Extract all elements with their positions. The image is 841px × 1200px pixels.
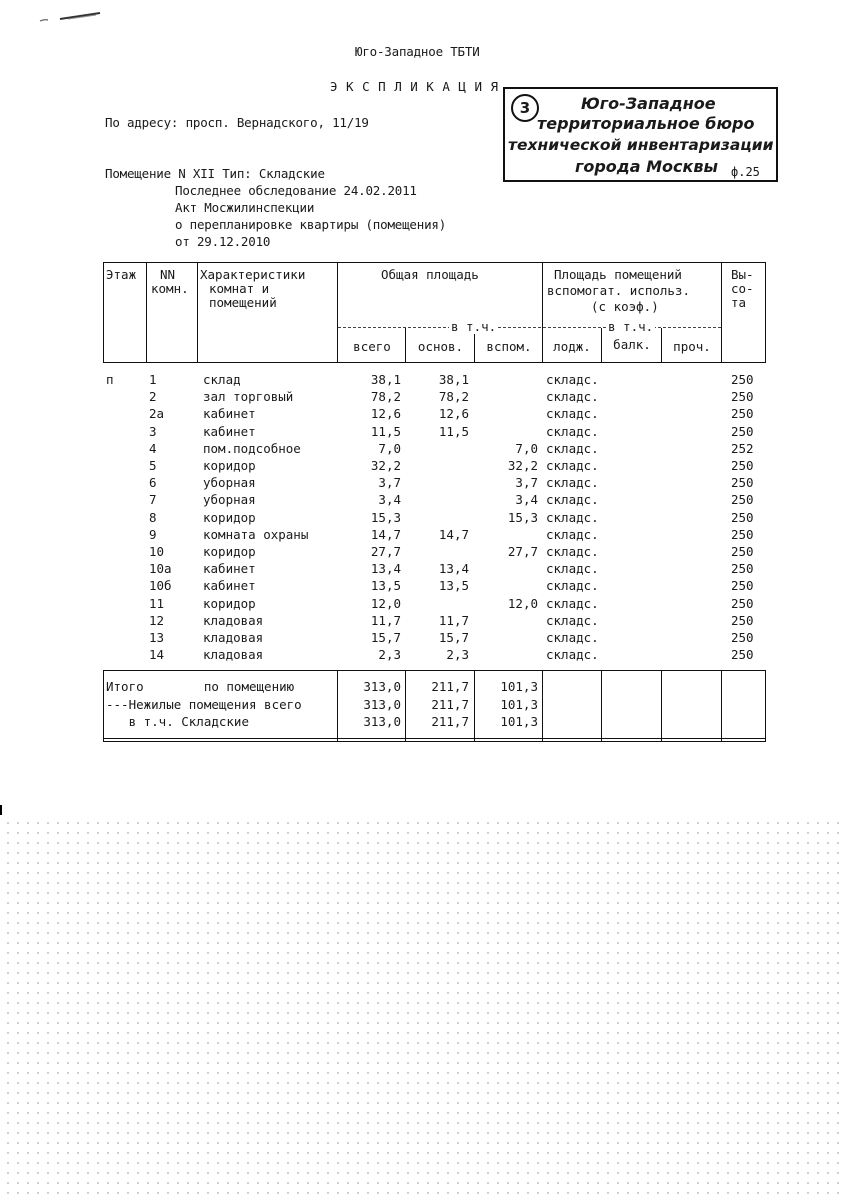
cell-total: 12,0 <box>370 595 401 611</box>
cell-aux: 3,7 <box>515 475 538 491</box>
header-characteristics-3: помещений <box>209 295 277 310</box>
cell-note: складс. <box>546 475 599 491</box>
cell-total: 27,7 <box>370 544 401 559</box>
act-line: Акт Мосжилинспекции <box>175 200 315 215</box>
cell-total: 32,2 <box>370 458 401 473</box>
cell-total: 14,7 <box>370 526 401 542</box>
cell-note: складс. <box>546 647 599 663</box>
org-name: Юго-Западное ТБТИ <box>355 44 480 59</box>
cell-total: 78,2 <box>370 389 401 405</box>
cell-note: складс. <box>546 630 599 645</box>
header-height: Вы- <box>731 267 754 282</box>
header-characteristics-2: комнат и <box>209 281 270 296</box>
header-loggia: лодж. <box>553 339 591 354</box>
cell-name: коридор <box>203 595 256 611</box>
cell-note: складс. <box>546 578 599 594</box>
cell-note: складс. <box>546 389 599 405</box>
cell-aux: 15,3 <box>507 509 538 525</box>
cell-name: уборная <box>203 475 256 491</box>
stamp-line-2: территориальное бюро <box>537 114 755 133</box>
header-total: всего <box>353 339 391 354</box>
cell-main: 15,7 <box>438 630 469 645</box>
header-other: проч. <box>673 339 711 354</box>
cell-name: кабинет <box>203 423 256 439</box>
cell-n: 9 <box>149 526 157 542</box>
cell-h: 250 <box>731 526 754 542</box>
header-height-3: та <box>731 295 747 310</box>
cell-aux: 32,2 <box>507 458 538 473</box>
cell-total: 13,5 <box>370 578 401 594</box>
cell-note: складс. <box>546 544 599 559</box>
cell-name: коридор <box>203 509 256 525</box>
cell-note: складс. <box>546 561 599 577</box>
cell-total: 3,7 <box>378 475 401 491</box>
bti-stamp <box>503 87 778 182</box>
act-date-line: от 29.12.2010 <box>175 234 271 249</box>
cell-h: 250 <box>731 475 754 491</box>
header-characteristics: Характеристики <box>200 267 306 282</box>
cell-name: зал торговый <box>203 389 294 405</box>
cell-aux: 3,4 <box>515 492 538 508</box>
header-incl: в т.ч. <box>451 319 497 334</box>
header-total-area: Общая площадь <box>381 267 479 282</box>
header-balcony: балк. <box>613 337 651 352</box>
cell-n: 6 <box>149 475 157 491</box>
cell-main: 11,5 <box>438 423 469 439</box>
cell-name: уборная <box>203 492 256 508</box>
cell-name: коридор <box>203 544 256 559</box>
cell-n: 5 <box>149 458 157 473</box>
cell-name: коридор <box>203 458 256 473</box>
cell-h: 250 <box>731 612 754 628</box>
empty-dotted-area <box>0 815 841 1200</box>
totals-main: 211,7 <box>431 714 469 729</box>
header-room-no: NN <box>160 267 176 282</box>
cell-total: 11,7 <box>370 612 401 628</box>
cell-note: складс. <box>546 595 599 611</box>
cell-note: складс. <box>546 423 599 439</box>
totals-total: 313,0 <box>363 679 401 694</box>
stamp-number: 3 <box>511 94 539 122</box>
cell-h: 250 <box>731 561 754 577</box>
header-aux-area-3: (с коэф.) <box>591 299 659 314</box>
cell-total: 2,3 <box>378 647 401 663</box>
cell-name: пом.подсобное <box>203 440 301 456</box>
cell-total: 15,3 <box>370 509 401 525</box>
totals-label: Итого по помещению <box>106 679 295 694</box>
header-aux-incl: в т.ч. <box>608 319 654 334</box>
stamp-line-1: Юго-Западное <box>581 94 716 113</box>
cell-main: 11,7 <box>438 612 469 628</box>
totals-total: 313,0 <box>363 714 401 729</box>
cell-n: 10а <box>149 561 172 577</box>
cell-h: 250 <box>731 578 754 594</box>
cell-h: 250 <box>731 509 754 525</box>
replanning-line: о перепланировке квартиры (помещения) <box>175 217 447 232</box>
cell-main: 38,1 <box>438 372 469 387</box>
cell-n: 2а <box>149 406 165 422</box>
cell-name: кладовая <box>203 612 264 628</box>
cell-total: 3,4 <box>378 492 401 508</box>
totals-label: в т.ч. Складские <box>106 714 249 729</box>
cell-name: кладовая <box>203 630 264 645</box>
cell-main: 12,6 <box>438 406 469 422</box>
cell-n: 4 <box>149 440 157 456</box>
cell-n: 8 <box>149 509 157 525</box>
header-floor: Этаж <box>106 267 137 282</box>
cell-n: 3 <box>149 423 157 439</box>
cell-note: складс. <box>546 526 599 542</box>
cell-h: 252 <box>731 440 754 456</box>
cell-main: 2,3 <box>446 647 469 663</box>
cell-total: 7,0 <box>378 440 401 456</box>
cell-total: 38,1 <box>370 372 401 387</box>
cell-h: 250 <box>731 595 754 611</box>
header-aux-area-2: вспомогат. использ. <box>547 283 690 298</box>
stamp-line-3: технической инвентаризации <box>508 136 774 154</box>
floor-value: п <box>106 372 114 387</box>
cell-n: 12 <box>149 612 165 628</box>
totals-aux: 101,3 <box>500 714 538 729</box>
cell-name: кабинет <box>203 578 256 594</box>
cell-aux: 12,0 <box>507 595 538 611</box>
cell-h: 250 <box>731 423 754 439</box>
header-room-no-2: комн. <box>151 281 189 296</box>
totals-main: 211,7 <box>431 696 469 712</box>
survey-date-line: Последнее обследование 24.02.2011 <box>175 183 417 198</box>
cell-main: 13,4 <box>438 561 469 577</box>
cell-h: 250 <box>731 630 754 645</box>
cell-name: кабинет <box>203 406 256 422</box>
cell-h: 250 <box>731 372 754 387</box>
cell-n: 11 <box>149 595 165 611</box>
cell-h: 250 <box>731 492 754 508</box>
cell-name: склад <box>203 372 241 387</box>
cell-main: 13,5 <box>438 578 469 594</box>
cell-n: 10 <box>149 544 165 559</box>
cell-n: 7 <box>149 492 157 508</box>
stamp-form: ф.25 <box>731 165 760 179</box>
cell-h: 250 <box>731 647 754 663</box>
stamp-line-4: города Москвы <box>575 157 718 176</box>
cell-note: складс. <box>546 440 599 456</box>
cell-n: 13 <box>149 630 165 645</box>
address-line: По адресу: просп. Вернадского, 11/19 <box>105 115 369 130</box>
cell-note: складс. <box>546 406 599 422</box>
cell-note: складс. <box>546 458 599 473</box>
cell-h: 250 <box>731 458 754 473</box>
cell-total: 15,7 <box>370 630 401 645</box>
cell-total: 13,4 <box>370 561 401 577</box>
cell-name: кабинет <box>203 561 256 577</box>
cell-name: комната охраны <box>203 526 309 542</box>
pen-mark-icon <box>38 10 104 24</box>
cell-note: складс. <box>546 372 599 387</box>
cell-name: кладовая <box>203 647 264 663</box>
explication-table <box>103 262 766 742</box>
cell-n: 2 <box>149 389 157 405</box>
totals-total: 313,0 <box>363 696 401 712</box>
cell-n: 1 <box>149 372 157 387</box>
cell-h: 250 <box>731 406 754 422</box>
cell-note: складс. <box>546 492 599 508</box>
header-aux-area: Площадь помещений <box>554 267 682 282</box>
cell-aux: 27,7 <box>507 544 538 559</box>
cell-main: 14,7 <box>438 526 469 542</box>
totals-aux: 101,3 <box>500 679 538 694</box>
cell-main: 78,2 <box>438 389 469 405</box>
header-main: основ. <box>417 339 464 354</box>
cell-n: 10б <box>149 578 172 594</box>
header-aux: вспом. <box>486 339 532 354</box>
totals-label: ---Нежилые помещения всего <box>106 696 302 712</box>
cell-total: 11,5 <box>370 423 401 439</box>
totals-aux: 101,3 <box>500 696 538 712</box>
cell-aux: 7,0 <box>515 440 538 456</box>
document-title: Э К С П Л И К А Ц И Я <box>330 79 499 94</box>
premises-line: Помещение N XII Тип: Складские <box>105 166 325 181</box>
cell-note: складс. <box>546 612 599 628</box>
cell-n: 14 <box>149 647 165 663</box>
cell-total: 12,6 <box>370 406 401 422</box>
cell-h: 250 <box>731 389 754 405</box>
totals-main: 211,7 <box>431 679 469 694</box>
cell-h: 250 <box>731 544 754 559</box>
header-height-2: со- <box>731 281 754 296</box>
cell-note: складс. <box>546 509 599 525</box>
